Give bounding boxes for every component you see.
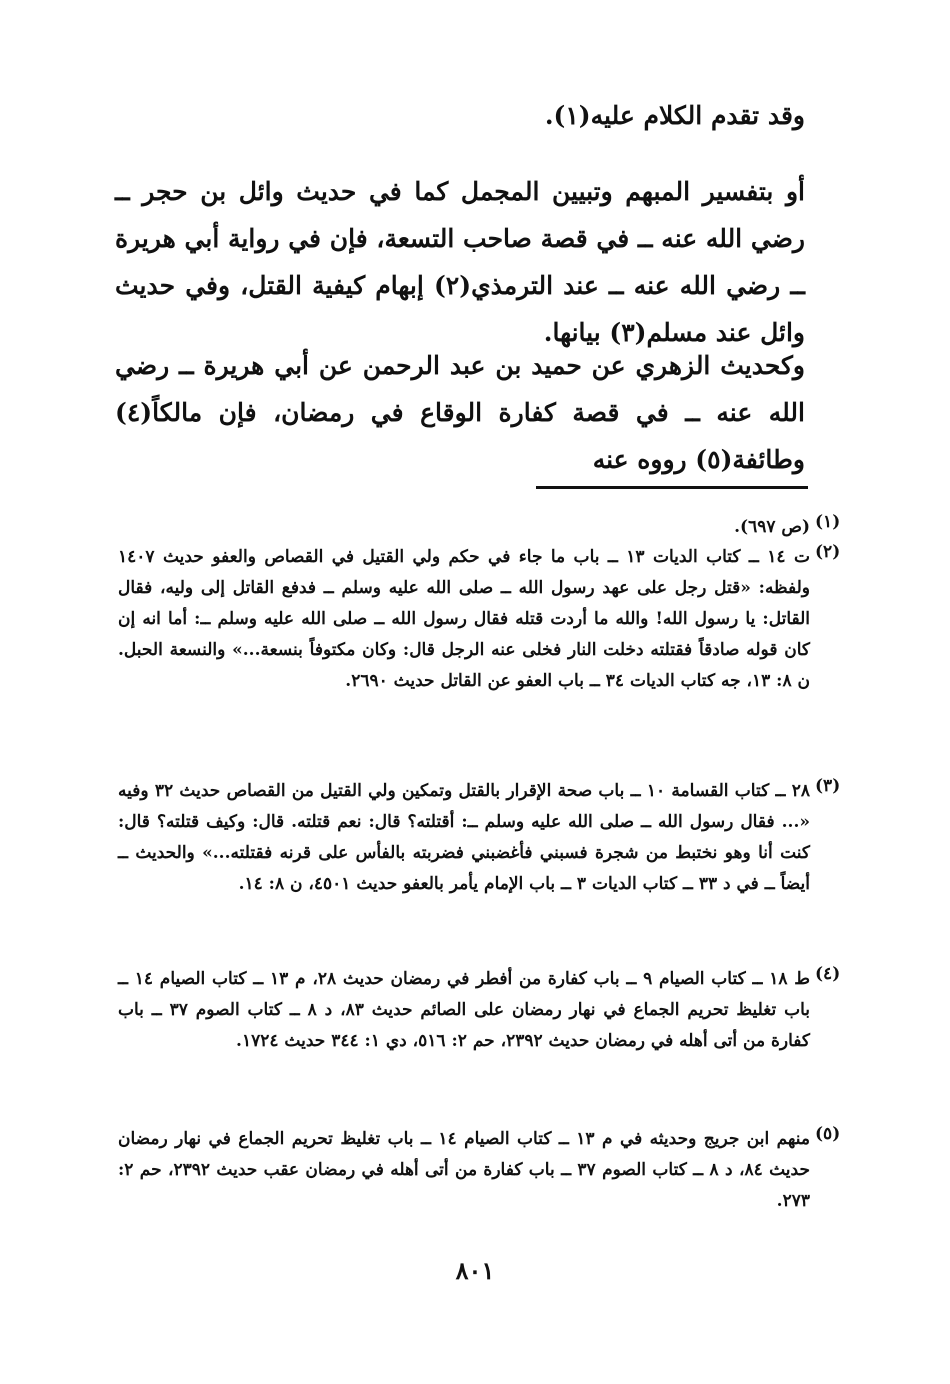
footnote-3 bbox=[118, 776, 841, 900]
footnote-text: منهم ابن جريج وحديثه في م ١٣ ــ كتاب الصيام ١٤ ــ باب تغليظ تحريم الجماع في نهار رمضان حديث ٨٤، د ٨ ــ كتاب الصوم ٣٧ ــ باب كفارة من أتى أهله في رمضان عقب حديث ٢٣٩٢، حم ٢: ٢٧٣. bbox=[118, 1129, 810, 1211]
footnote-text: (ص ٦٩٧). bbox=[734, 517, 810, 537]
footnote-5 bbox=[118, 1124, 841, 1217]
page-number: ٨٠١ bbox=[455, 1256, 495, 1285]
footnote-text: ٢٨ ــ كتاب القسامة ١٠ ــ باب صحة الإقرار بالقتل وتمكين ولي القتيل من القصاص حديث ٣٢ وفيه «... فقال رسول الله ــ صلى الله عليه وسلم ــ: أقتلته؟ قال: نعم قتلته. قال: وكيف قتلته؟ قال: كنت أنا وهو نختبط من شجرة فسبني فأغضبني فضربته بالفأس على قرنه فقتلته...» والحديث ــ أيضاً ــ في د ٣٣ ــ كتاب الديات ٣ ــ باب الإمام يأمر بالعفو حديث ٤٥٠١، ن ٨: ١٤. bbox=[118, 781, 811, 894]
paragraph-text: وكحديث الزهري عن حميد بن عبد الرحمن عن أبي هريرة ــ رضي الله عنه ــ في قصة كفارة الوقاع في رمضان، فإن مالكاً(٤) وطائفة(٥) رووه عنه bbox=[115, 351, 805, 474]
footnote-4 bbox=[118, 964, 841, 1057]
footnote-number: (٤) bbox=[815, 964, 841, 984]
footnote-2 bbox=[118, 542, 841, 697]
footnote-text: ط ١٨ ــ كتاب الصيام ٩ ــ باب كفارة من أفطر في رمضان حديث ٢٨، م ١٣ ــ كتاب الصيام ١٤ ــ باب تغليظ تحريم الجماع في نهار رمضان على الصائم حديث ٨٣، د ٨ ــ كتاب الصوم ٣٧ ــ باب كفارة من أتى أهله في رمضان حديث ٢٣٩٢، حم ٢: ٥١٦، دي ١: ٣٤٤ حديث ١٧٢٤. bbox=[118, 969, 811, 1051]
paragraph-text: أو بتفسير المبهم وتبيين المجمل كما في حديث وائل بن حجر ــ رضي الله عنه ــ في قصة صاحب التسعة، فإن في رواية أبي هريرة ــ رضي الله عنه ــ عند الترمذي(٢) إبهام كيفية القتل، وفي حديث وائل عند مسلم(٣) بيانها. bbox=[115, 177, 806, 347]
footnote-number: (٣) bbox=[815, 776, 841, 796]
footnote-text: ت ١٤ ــ كتاب الديات ١٣ ــ باب ما جاء في حكم ولي القتيل في القصاص والعفو حديث ١٤٠٧ ولفظه: «قتل رجل على عهد رسول الله ــ صلى الله عليه وسلم ــ فدفع القاتل إلى وليه، فقال القاتل: يا رسول الله! والله ما أردت قتله فقال رسول الله ــ صلى الله عليه وسلم ــ: أما انه إن كان قوله صادقاً فقتلته دخلت النار فخلى عنه الرجل قال: وكان مكتوفاً بنسعة...» والنسعة الحبل. ن ٨: ١٣، جه كتاب الديات ٣٤ ــ باب العفو عن القاتل حديث ٢٦٩٠. bbox=[118, 547, 810, 691]
footnote-number: (٢) bbox=[815, 542, 841, 562]
footnote-number: (١) bbox=[815, 512, 841, 532]
footnote-1 bbox=[118, 512, 841, 543]
paragraph-text: وقد تقدم الكلام عليه(١). bbox=[544, 101, 805, 130]
footnotes-section bbox=[118, 0, 841, 1384]
footnote-number: (٥) bbox=[815, 1124, 841, 1144]
